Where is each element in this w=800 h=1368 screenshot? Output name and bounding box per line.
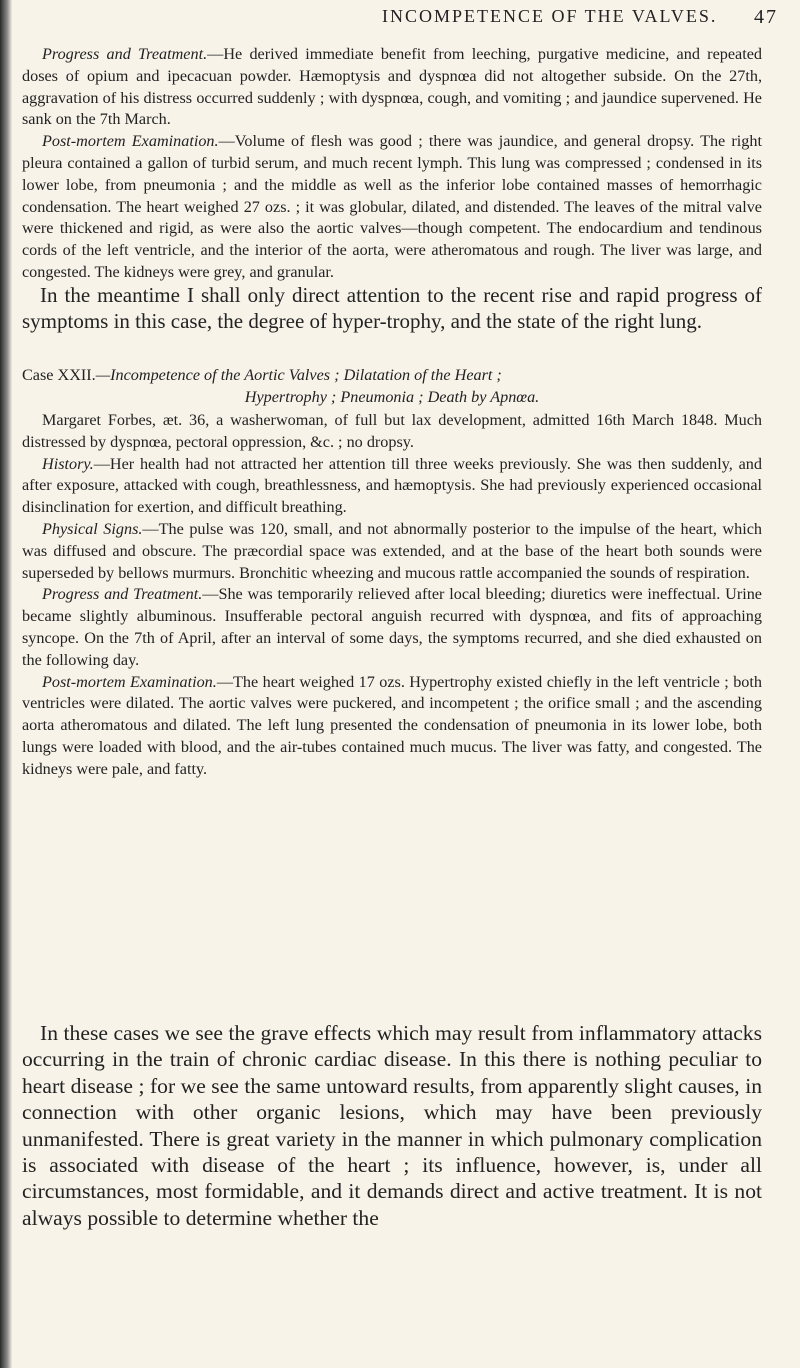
postmortem-label: Post-mortem Examination.	[42, 672, 217, 691]
commentary-two	[22, 1020, 762, 1231]
case-intro-paragraph: Margaret Forbes, æt. 36, a washerwoman, of full but lax development, admitted 16th March 1848. Much distressed by dyspnœa, pectoral oppression, &c. ; no dropsy.	[22, 411, 762, 451]
physical-signs-text: —The pulse was 120, small, and not abnormally posterior to the impulse of the heart, which was diffused and obscure. The præcordial space was extended, and at the base of the heart both sounds were superseded by bellows murmurs. Bronchitic wheezing and mucous rattle accompanied the sounds of respiration.	[22, 519, 762, 582]
history-label: History.	[42, 454, 94, 473]
running-head-title: INCOMPETENCE OF THE VALVES.	[382, 6, 718, 26]
commentary-two-paragraph: In these cases we see the grave effects which may result from inflammatory attacks occurring in the train of chronic cardiac disease. In this there is nothing peculiar to heart disease ; for we see the same untoward results, from apparently slight causes, in connection with other organic lesions, which may have been previously unmanifested. There is great variety in the manner in which pulmonary complication is associated with disease of the heart ; its influence, however, is, under all circumstances, most formidable, and it demands direct and active treatment. It is not always possible to determine whether the	[22, 1021, 762, 1230]
progress-text: —She was temporarily relieved after local bleeding; diuretics were ineffectual. Urine became slightly albuminous. Insufferable pectoral anguish recurred with dyspnœa, and fits of approaching syncope. On the 7th of April, after an interval of some days, the symptoms recurred, and she died exhausted on the following day.	[22, 585, 762, 669]
progress-label: Progress and Treatment.	[42, 585, 203, 604]
physical-signs-label: Physical Signs.	[42, 519, 143, 538]
prior-progress-label: Progress and Treatment.	[42, 45, 208, 63]
prior-postmortem-text: —Volume of flesh was good ; there was jaundice, and general dropsy. The right pleura contained a gallon of turbid serum, and much recent lymph. This lung was compressed ; condensed in its lower lobe, from pneumonia ; and the middle as well as the inferior lobe contained masses of hemorrhagic condensation. The heart weighed 27 ozs. ; it was globular, dilated, and distended. The leaves of the mitral valve were thickened and rigid, as were also the aortic valves—though competent. The endocardium and tendinous cords of the left ventricle, and the interior of the aorta, were atheromatous and rough. The liver was large, and congested. The kidneys were grey, and granular.	[22, 132, 762, 281]
case-title-line-1: —Incompetence of the Aortic Valves ; Dilatation of the Heart ;	[95, 366, 502, 384]
case-label: Case XXII.	[22, 366, 96, 384]
case-heading-line-1	[22, 364, 762, 386]
case-title-line-2: Hypertrophy ; Pneumonia ; Death by Apnœa.	[244, 388, 540, 406]
commentary-one-paragraph: In the meantime I shall only direct attention to the recent rise and rapid progress of symptoms in this case, the degree of hyper-trophy, and the state of the right lung.	[22, 283, 762, 333]
prior-postmortem-paragraph	[22, 131, 762, 284]
case-heading	[22, 364, 762, 408]
commentary-one	[22, 282, 762, 334]
prior-progress-paragraph	[22, 44, 762, 131]
history-text: —Her health had not attracted her attention till three weeks previously. She was then suddenly, and after exposure, attacked with cough, breathlessness, and hæmoptysis. She had previously experienced occasional disinclination for exertion, and difficult breathing.	[22, 454, 762, 517]
prior-progress-text: —He derived immediate benefit from leeching, purgative medicine, and repeated doses of opium and ipecacuan powder. Hæmoptysis and dyspnœa did not altogether subside. On the 27th, aggravation of his distress occurred suddenly ; with dyspnœa, cough, and vomiting ; and jaundice supervened. He sank on the 7th March.	[22, 45, 762, 129]
prior-case-section	[22, 44, 762, 284]
postmortem-paragraph	[22, 672, 762, 781]
prior-postmortem-label: Post-mortem Examination.	[42, 132, 219, 151]
history-paragraph	[22, 454, 762, 519]
case-xxii-body	[22, 410, 762, 781]
progress-paragraph	[22, 584, 762, 671]
physical-signs-paragraph	[22, 519, 762, 584]
page-number: 47	[754, 6, 778, 28]
book-binding-edge	[0, 0, 12, 1368]
running-head	[22, 6, 782, 34]
postmortem-text: —The heart weighed 17 ozs. Hypertrophy existed chiefly in the left ventricle ; both ventricles were dilated. The aortic valves were puckered, and incompetent ; the orifice small ; and the ascending aorta atheromatous and dilated. The left lung presented the condensation of pneumonia in its lower lobe, both lungs were loaded with blood, and the air-tubes contained much mucus. The liver was fatty, and congested. The kidneys were pale, and fatty.	[22, 672, 762, 778]
